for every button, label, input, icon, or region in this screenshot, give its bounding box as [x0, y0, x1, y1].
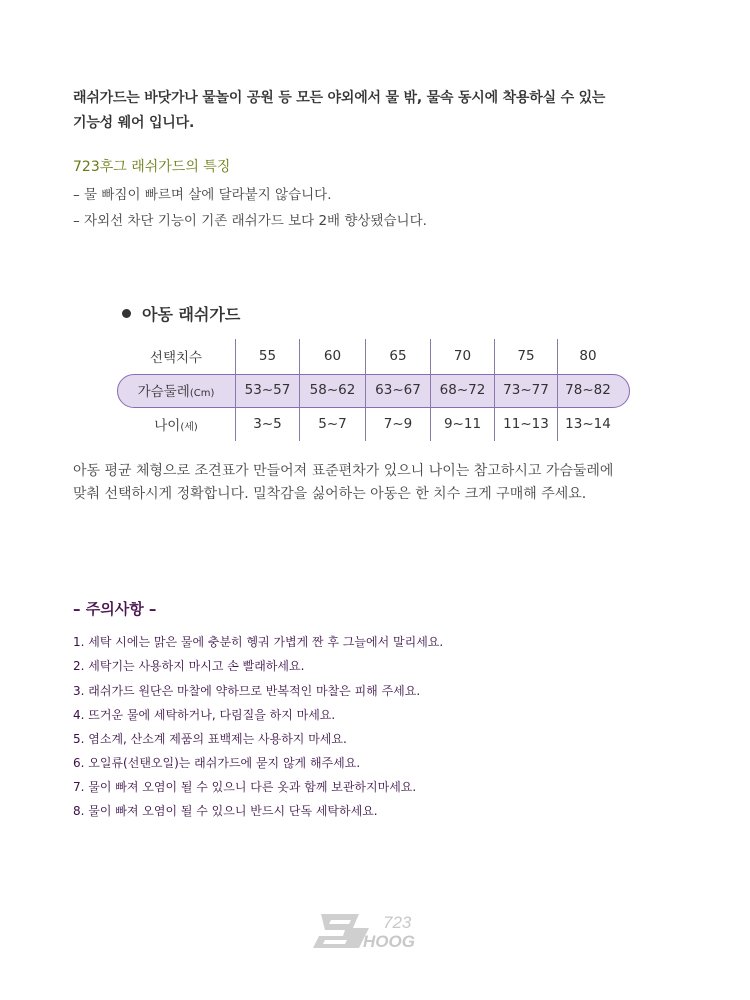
caution-item: 5. 염소계, 산소계 제품의 표백제는 사용하지 마세요. — [73, 732, 347, 746]
caution-title: – 주의사항 – — [73, 600, 157, 618]
caution-item: 3. 래쉬가드 원단은 마찰에 약하므로 반복적인 마찰은 피해 주세요. — [73, 684, 421, 698]
size-cell: 80 — [558, 339, 619, 373]
intro-line-2: 기능성 웨어 입니다. — [73, 115, 195, 131]
caution-item: 2. 세탁기는 사용하지 마시고 손 빨래하세요. — [73, 659, 305, 673]
age-cell: 5~7 — [300, 407, 366, 441]
logo-number: 723 — [383, 913, 412, 932]
chest-row — [117, 373, 618, 407]
bullet-icon — [122, 309, 131, 318]
feature-item: – 물 빠짐이 빠르며 살에 달라붙지 않습니다. — [73, 187, 332, 203]
feature-item: – 자외선 차단 기능이 기존 래쉬가드 보다 2배 향상됐습니다. — [73, 213, 427, 229]
age-cell: 3~5 — [236, 407, 300, 441]
size-cell: 55 — [236, 339, 300, 373]
caution-item: 6. 오일류(선탠오일)는 래쉬가드에 묻지 않게 해주세요. — [73, 756, 361, 770]
brand-logo-icon — [311, 910, 441, 952]
intro-line-1: 래쉬가드는 바닷가나 물놀이 공원 등 모든 야외에서 물 밖, 물속 동시에 착용하실 수 있는 — [73, 90, 606, 106]
age-cell: 7~9 — [366, 407, 431, 441]
size-row — [117, 339, 618, 373]
size-note-line-1: 아동 평균 체형으로 조견표가 만들어져 표준편차가 있으니 나이는 참고하시고 가슴둘레에 — [73, 463, 614, 479]
chest-cell: 68~72 — [431, 373, 495, 407]
size-note-line-2: 맞춰 선택하시게 정확합니다. 밀착감을 싫어하는 아동은 한 치수 크게 구매해 주세요. — [73, 486, 587, 502]
caution-item: 4. 뜨거운 물에 세탁하거나, 다림질을 하지 마세요. — [73, 708, 336, 722]
caution-item: 8. 물이 빠져 오염이 될 수 있으니 반드시 단독 세탁하세요. — [73, 804, 378, 818]
age-cell: 13~14 — [558, 407, 619, 441]
row-label: 선택치수 — [149, 350, 203, 366]
intro-text — [73, 86, 683, 136]
age-cell: 9~11 — [431, 407, 495, 441]
age-cell: 11~13 — [495, 407, 558, 441]
size-cell: 70 — [431, 339, 495, 373]
caution-item: 7. 물이 빠져 오염이 될 수 있으니 다른 옷과 함께 보관하지마세요. — [73, 780, 417, 794]
size-cell: 65 — [366, 339, 431, 373]
size-cell: 60 — [300, 339, 366, 373]
row-label: 나이(세) — [154, 418, 198, 434]
chest-cell: 78~82 — [558, 373, 619, 407]
size-cell: 75 — [495, 339, 558, 373]
caution-item: 1. 세탁 시에는 맑은 물에 충분히 헹궈 가볍게 짠 후 그늘에서 말리세요. — [73, 635, 444, 649]
chest-cell: 73~77 — [495, 373, 558, 407]
logo-word: HOOG — [363, 932, 415, 951]
size-table — [117, 339, 618, 441]
age-row — [117, 407, 618, 441]
size-table-title-text: 아동 래쉬가드 — [142, 305, 241, 324]
chest-cell: 58~62 — [300, 373, 366, 407]
size-table-title — [122, 302, 240, 325]
row-label: 가슴둘레(Cm) — [137, 384, 215, 400]
chest-cell: 53~57 — [236, 373, 300, 407]
chest-cell: 63~67 — [366, 373, 431, 407]
size-note — [73, 460, 693, 506]
features-title: 723후그 래쉬가드의 특징 — [73, 159, 231, 175]
